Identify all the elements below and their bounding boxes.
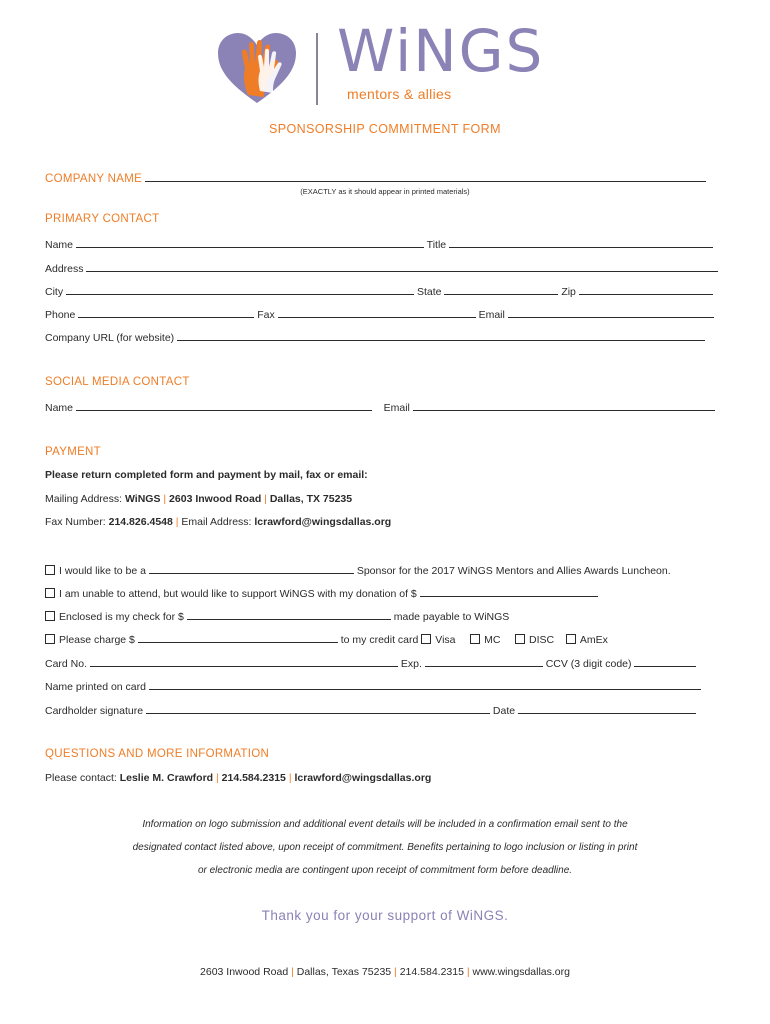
name-on-card-row [45, 679, 701, 693]
footer-web[interactable]: www.wingsdallas.org [472, 966, 570, 978]
primary-state-label: State [416, 286, 442, 298]
card-number-field[interactable] [90, 656, 398, 667]
primary-name-label: Name [45, 239, 74, 251]
check-option-pre: Enclosed is my check for $ [59, 611, 184, 623]
primary-url-label: Company URL (for website) [45, 332, 175, 344]
card-number-label: Card No. [45, 658, 88, 670]
disc-checkbox[interactable] [515, 634, 525, 644]
charge-option-pre: Please charge $ [59, 634, 135, 646]
footer-address: 2603 Inwood Road [200, 966, 289, 978]
primary-email-field[interactable] [508, 307, 714, 318]
date-field[interactable] [518, 703, 696, 714]
mc-label: MC [484, 634, 501, 646]
thank-you-message: Thank you for your support of WiNGS. [261, 908, 509, 923]
footer-phone: 214.584.2315 [399, 966, 464, 978]
primary-fax-field[interactable] [278, 307, 476, 318]
primary-state-field[interactable] [444, 284, 558, 295]
logo-tagline: mentors & allies [347, 86, 452, 102]
footer: 2603 Inwood Road | Dallas, Texas 75235 | 214.584.2315 | www.wingsdallas.org [200, 966, 570, 978]
primary-city-label: City [45, 286, 64, 298]
form-title: SPONSORSHIP COMMITMENT FORM [269, 122, 501, 136]
amex-checkbox[interactable] [566, 634, 576, 644]
name-on-card-label: Name printed on card [45, 681, 146, 693]
primary-address-label: Address [45, 263, 84, 275]
social-contact-heading: SOCIAL MEDIA CONTACT [45, 376, 190, 388]
exp-label: Exp. [400, 658, 422, 670]
wings-heart-hand-logo-icon [218, 33, 296, 105]
primary-fax-label: Fax [257, 309, 275, 321]
sponsor-option-post: Sponsor for the 2017 WiNGS Mentors and Allies Awards Luncheon. [356, 565, 671, 577]
questions-contact-row: Please contact: Leslie M. Crawford | 214.584.2315 | lcrawford@wingsdallas.org [45, 772, 432, 784]
company-name-note: (EXACTLY as it should appear in printed materials) [300, 187, 470, 196]
company-name-label: COMPANY NAME [45, 173, 143, 185]
info-line-2: designated contact listed above, upon receipt of commitment. Benefits pertaining to logo inclusion or listing in print [132, 842, 638, 853]
logo-divider [316, 33, 318, 105]
fax-email-row: Fax Number: 214.826.4548 | Email Address: lcrawford@wingsdallas.org [45, 516, 392, 528]
primary-city-row [45, 284, 713, 298]
primary-phone-row [45, 307, 714, 321]
payment-instructions: Please return completed form and payment by mail, fax or email: [45, 469, 368, 481]
mailing-org: WiNGS [124, 493, 161, 505]
charge-option-post: to my credit card [340, 634, 419, 646]
mailing-address-row: Mailing Address: WiNGS | 2603 Inwood Road | Dallas, TX 75235 [45, 493, 353, 505]
donation-option-row [45, 586, 598, 600]
visa-label: Visa [435, 634, 456, 646]
mailing-city: Dallas, TX 75235 [269, 493, 353, 505]
visa-checkbox[interactable] [421, 634, 431, 644]
sponsor-level-field[interactable] [149, 563, 354, 574]
donation-checkbox[interactable] [45, 588, 55, 598]
payment-heading: PAYMENT [45, 446, 101, 458]
email-address-value[interactable]: lcrawford@wingsdallas.org [254, 516, 392, 528]
email-address-label: Email Address: [181, 516, 252, 528]
disc-label: DISC [529, 634, 555, 646]
card-number-row [45, 656, 696, 670]
company-name-field[interactable] [145, 171, 706, 182]
fax-number-label: Fax Number: [45, 516, 106, 528]
primary-email-label: Email [478, 309, 505, 321]
check-checkbox[interactable] [45, 611, 55, 621]
social-name-field[interactable] [76, 400, 372, 411]
mailing-street: 2603 Inwood Road [169, 493, 262, 505]
primary-url-row [45, 330, 705, 344]
primary-phone-label: Phone [45, 309, 76, 321]
questions-contact-label: Please contact: [45, 772, 117, 784]
charge-option-row [45, 632, 608, 646]
sponsor-option-pre: I would like to be a [59, 565, 146, 577]
questions-contact-name: Leslie M. Crawford [119, 772, 214, 784]
ccv-label: CCV (3 digit code) [545, 658, 632, 670]
charge-amount-field[interactable] [138, 632, 338, 643]
logo-wordmark: WiNGS [337, 17, 545, 85]
questions-heading: QUESTIONS AND MORE INFORMATION [45, 748, 270, 760]
social-email-label: Email [383, 402, 410, 414]
primary-contact-heading: PRIMARY CONTACT [45, 213, 160, 225]
info-line-3: or electronic media are contingent upon receipt of commitment form before deadline. [197, 865, 573, 876]
primary-url-field[interactable] [177, 330, 705, 341]
name-on-card-field[interactable] [149, 679, 701, 690]
amex-label: AmEx [579, 634, 608, 646]
primary-name-field[interactable] [76, 237, 424, 248]
social-row [45, 400, 715, 414]
company-name-row [45, 171, 706, 185]
social-email-field[interactable] [413, 400, 715, 411]
primary-zip-field[interactable] [579, 284, 713, 295]
primary-city-field[interactable] [66, 284, 414, 295]
questions-contact-phone: 214.584.2315 [221, 772, 286, 784]
primary-address-field[interactable] [86, 261, 718, 272]
check-option-row [45, 609, 509, 623]
signature-label: Cardholder signature [45, 705, 144, 717]
exp-field[interactable] [425, 656, 543, 667]
mc-checkbox[interactable] [470, 634, 480, 644]
questions-contact-email[interactable]: lcrawford@wingsdallas.org [294, 772, 432, 784]
fax-number-value: 214.826.4548 [108, 516, 173, 528]
primary-phone-field[interactable] [78, 307, 254, 318]
ccv-field[interactable] [634, 656, 696, 667]
mailing-address-label: Mailing Address: [45, 493, 123, 505]
primary-address-row [45, 261, 718, 275]
primary-name-row [45, 237, 713, 251]
info-line-1: Information on logo submission and additional event details will be included in a confirmation email sent to the [142, 819, 628, 830]
signature-row [45, 703, 696, 717]
check-amount-field[interactable] [187, 609, 391, 620]
donation-amount-field[interactable] [420, 586, 598, 597]
charge-checkbox[interactable] [45, 634, 55, 644]
footer-city: Dallas, Texas 75235 [296, 966, 392, 978]
sponsor-option-row [45, 563, 671, 577]
social-name-label: Name [45, 402, 74, 414]
check-option-post: made payable to WiNGS [393, 611, 510, 623]
date-label: Date [492, 705, 516, 717]
donation-option-label: I am unable to attend, but would like to support WiNGS with my donation of $ [59, 588, 417, 600]
primary-title-field[interactable] [449, 237, 713, 248]
sponsor-checkbox[interactable] [45, 565, 55, 575]
signature-field[interactable] [146, 703, 490, 714]
primary-title-label: Title [426, 239, 447, 251]
primary-zip-label: Zip [561, 286, 576, 298]
